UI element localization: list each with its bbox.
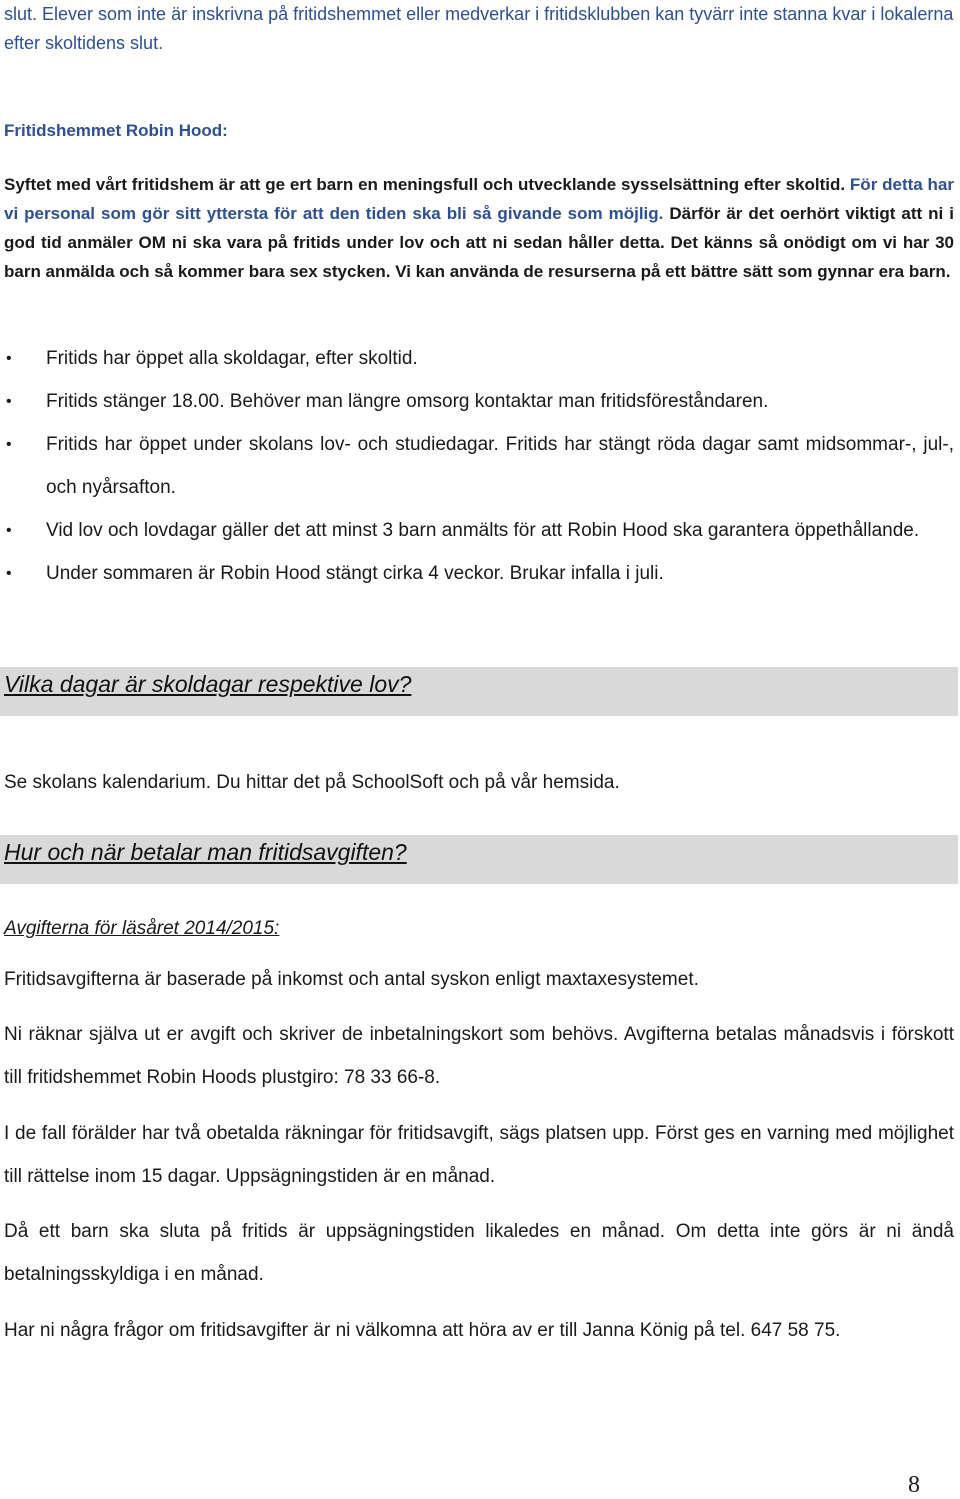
- intro-paragraph: slut. Elever som inte är inskrivna på fritidshemmet eller medverkar i fritidsklubben kan tyvärr inte stanna kvar i lokalerna efter skoltidens slut.: [4, 4, 954, 53]
- robin-hood-line2: För detta har vi personal som gör sitt yttersta för att den tiden ska bli så givande som möjlig.: [4, 175, 954, 223]
- fees-paragraph: Då ett barn ska sluta på fritids är uppsägningstiden likaledes en månad. Om detta inte görs är ni ändå betalningsskyldiga i en månad.: [4, 1221, 954, 1285]
- fees-paragraph: Fritidsavgifterna är baserade på inkomst och antal syskon enligt maxtaxesystemet.: [4, 969, 699, 990]
- kalendarium-paragraph: Se skolans kalendarium. Du hittar det på SchoolSoft och på vår hemsida.: [4, 772, 620, 793]
- robin-hood-line3: Därför är det oerhört viktigt att ni i god tid anmäler OM ni ska vara på fritids under lov och att ni sedan håller detta.: [4, 204, 954, 252]
- list-item: [0, 380, 960, 423]
- fees-subheading: Avgifterna för läsåret 2014/2015:: [4, 918, 280, 939]
- list-item-text: Fritids stänger 18.00. Behöver man längre omsorg kontaktar man fritidsföreståndaren.: [46, 391, 769, 412]
- bullet-icon: •: [6, 565, 12, 582]
- list-item: [0, 509, 960, 552]
- fees-paragraph: Har ni några frågor om fritidsavgifter är ni välkomna att höra av er till Janna König på tel. 647 58 75.: [4, 1320, 841, 1341]
- heading-skoldagar-text: Vilka dagar är skoldagar respektive lov?: [4, 671, 412, 697]
- bullet-icon: •: [6, 436, 12, 453]
- robin-hood-text: [4, 170, 954, 286]
- opening-hours-list: [0, 337, 960, 595]
- heading-betala: [0, 835, 958, 884]
- bullet-icon: •: [6, 522, 12, 539]
- robin-hood-line5: Vi kan använda de resurserna på ett bättre sätt som gynnar era barn.: [395, 262, 951, 281]
- list-item: [0, 337, 960, 380]
- list-item-text: Fritids har öppet under skolans lov- och studiedagar. Fritids har stängt röda dagar samt midsommar-, jul-, och nyårsafton.: [46, 434, 954, 498]
- heading-skoldagar: [0, 667, 958, 716]
- robin-hood-section: [4, 116, 954, 286]
- list-item: [0, 423, 960, 509]
- list-item: [0, 552, 960, 595]
- heading-betala-text: Hur och när betalar man fritidsavgiften?: [4, 839, 407, 865]
- list-item-text: Vid lov och lovdagar gäller det att minst 3 barn anmälts för att Robin Hood ska garantera öppethållande.: [46, 520, 920, 541]
- list-item-text: Fritids har öppet alla skoldagar, efter skoltid.: [46, 348, 418, 369]
- robin-hood-line4: Det känns så onödigt om vi har 30 barn anmälda och så kommer bara sex stycken.: [4, 233, 954, 281]
- bullet-icon: •: [6, 350, 12, 367]
- fees-paragraph: Ni räknar själva ut er avgift och skriver de inbetalningskort som behövs. Avgifterna betalas månadsvis i förskott till fritidshemmet Robin Hoods plustgiro: 78 33 66-8.: [4, 1024, 954, 1088]
- fees-paragraph: I de fall förälder har två obetalda räkningar för fritidsavgift, sägs platsen upp. Först ges en varning med möjlighet till rättelse inom 15 dagar. Uppsägningstiden är en månad.: [4, 1123, 954, 1187]
- page-number: 8: [908, 1472, 920, 1498]
- robin-hood-title: Fritidshemmet Robin Hood:: [4, 121, 228, 140]
- list-item-text: Under sommaren är Robin Hood stängt cirka 4 veckor. Brukar infalla i juli.: [46, 563, 664, 584]
- robin-hood-line1: Syftet med vårt fritidshem är att ge ert barn en meningsfull och utvecklande sysselsättning efter skoltid.: [4, 175, 846, 194]
- bullet-icon: •: [6, 393, 12, 410]
